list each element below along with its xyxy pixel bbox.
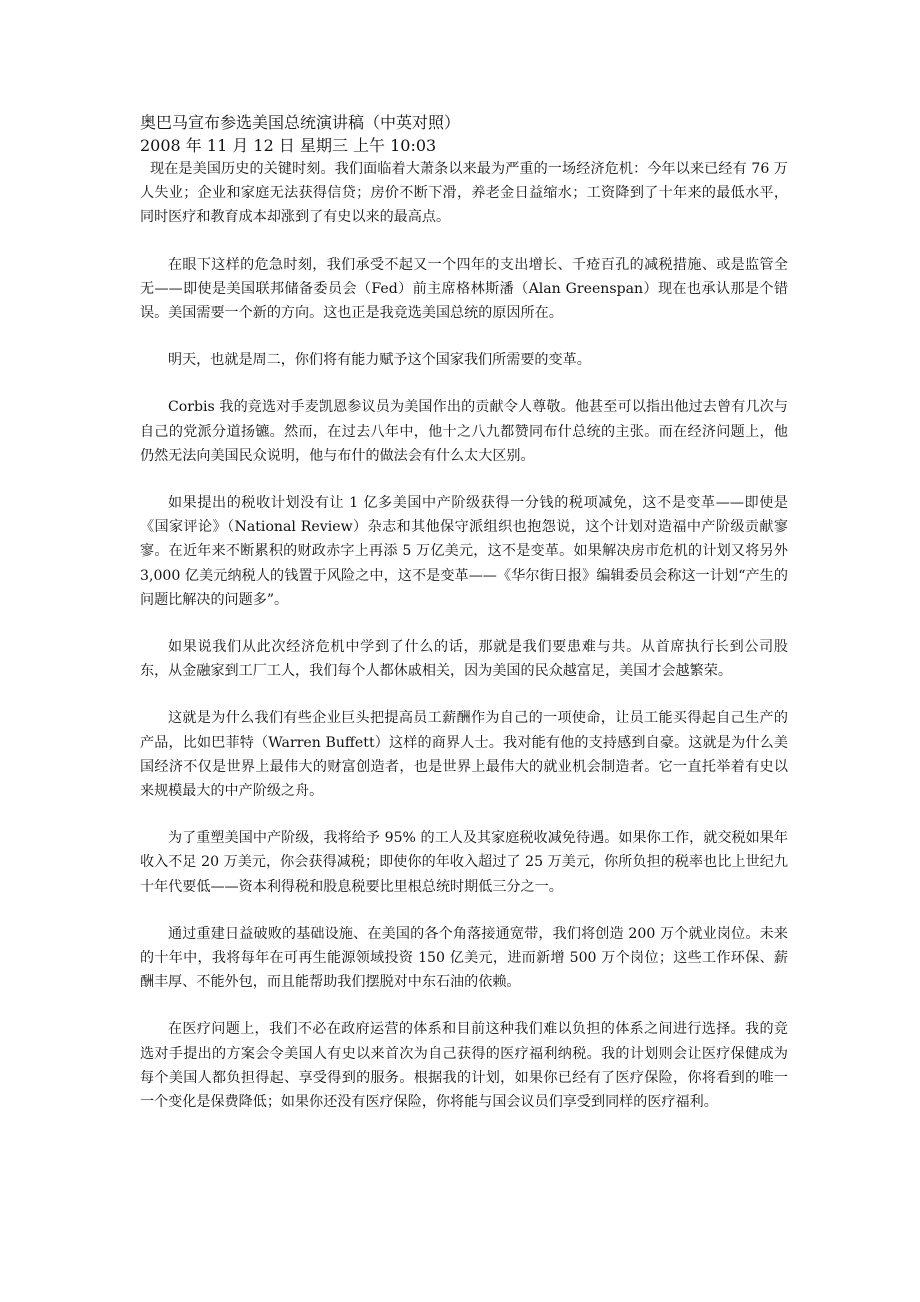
- paragraph-gap: [140, 994, 788, 1017]
- document-date: 2008 年 11 月 12 日 星期三 上午 10:03: [140, 136, 437, 155]
- paragraph: 在医疗问题上，我们不必在政府运营的体系和目前这种我们难以负担的体系之间进行选择。我的竞选对手提出的方案会令美国人有史以来首次为自己获得的医疗福利纳税。我的计划则会让医疗保健成为每个美国人都负担得起、享受得到的服务。根据我的计划，如果你已经有了医疗保险，你将看到的唯一一个变化是保费降低；如果你还没有医疗保险，你将能与国会议员们享受到同样的医疗福利。: [140, 1021, 788, 1111]
- paragraph: 通过重建日益破败的基础设施、在美国的各个角落接通宽带，我们将创造 200 万个就业岗位。未来的十年中，我将每年在可再生能源领域投资 150 亿美元，进而新增 500 万个岗位；这些工作环保、薪酬丰厚、不能外包，而且能帮助我们摆脱对中东石油的依赖。: [140, 925, 788, 991]
- paragraph-gap: [140, 803, 788, 826]
- paragraph: 在眼下这样的危急时刻，我们承受不起又一个四年的支出增长、千疮百孔的减税措施、或是监管全无——即使是美国联邦储备委员会（Fed）前主席格林斯潘（Alan Greenspan）现在也承认那是个错误。美国需要一个新的方向。这也正是我竞选美国总统的原因所在。: [140, 256, 788, 322]
- paragraph: Corbis 我的竞选对手麦凯恩参议员为美国作出的贡献令人尊敬。他甚至可以指出他过去曾有几次与自己的党派分道扬镳。然而，在过去八年中，他十之八九都赞同布什总统的主张。而在经济问题上，他仍然无法向美国民众说明，他与布什的做法会有什么太大区别。: [140, 399, 788, 464]
- document-page: [140, 111, 788, 1114]
- paragraph-gap: [140, 683, 788, 706]
- paragraph: 为了重塑美国中产阶级，我将给予 95% 的工人及其家庭税收减免待遇。如果你工作，就交税如果年收入不足 20 万美元，你会获得减税；即使你的年收入超过了 25 万美元，你所负担的税率也比上世纪九十年代要低——资本利得税和股息税要比里根总统时期低三分之一。: [140, 830, 788, 895]
- paragraph-gap: [140, 468, 788, 491]
- paragraph: 这就是为什么我们有些企业巨头把提高员工薪酬作为自己的一项使命，让员工能买得起自己生产的产品，比如巴菲特（Warren Buffett）这样的商界人士。我对能有他的支持感到自豪。这就是为什么美国经济不仅是世界上最伟大的财富创造者，也是世界上最伟大的就业机会制造者。它一直托举着有史以来规模最大的中产阶级之舟。: [140, 710, 788, 800]
- paragraph: 如果说我们从此次经济危机中学到了什么的话，那就是我们要患难与共。从首席执行长到公司股东，从金融家到工厂工人，我们每个人都休戚相关，因为美国的民众越富足，美国才会越繁荣。: [140, 639, 788, 680]
- paragraph-gap: [140, 230, 788, 253]
- paragraph-gap: [140, 325, 788, 348]
- document-title: 奥巴马宣布参选美国总统演讲稿（中英对照）: [140, 113, 461, 132]
- paragraph-gap: [140, 372, 788, 395]
- paragraph: 明天，也就是周二，你们将有能力赋予这个国家我们所需要的变革。: [168, 352, 591, 369]
- paragraph-gap: [140, 612, 788, 635]
- paragraph: 如果提出的税收计划没有让 1 亿多美国中产阶级获得一分钱的税项减免，这不是变革——即使是《国家评论》（National Review）杂志和其他保守派组织也抱怨说，这个计划对造福中产阶级贡献寥寥。在近年来不断累积的财政赤字上再添 5 万亿美元，这不是变革。如果解决房市危机的计划又将另外 3,000 亿美元纳税人的钱置于风险之中，这不是变革——《华尔街日报》编辑委员会称这一计划“产生的问题比解决的问题多”。: [140, 495, 788, 608]
- paragraph: 现在是美国历史的关键时刻。我们面临着大萧条以来最为严重的一场经济危机：今年以来已经有 76 万人失业；企业和家庭无法获得信贷；房价不断下滑，养老金日益缩水；工资降到了十年来的最低水平，同时医疗和教育成本却涨到了有史以来的最高点。: [140, 161, 788, 226]
- paragraph-gap: [140, 899, 788, 922]
